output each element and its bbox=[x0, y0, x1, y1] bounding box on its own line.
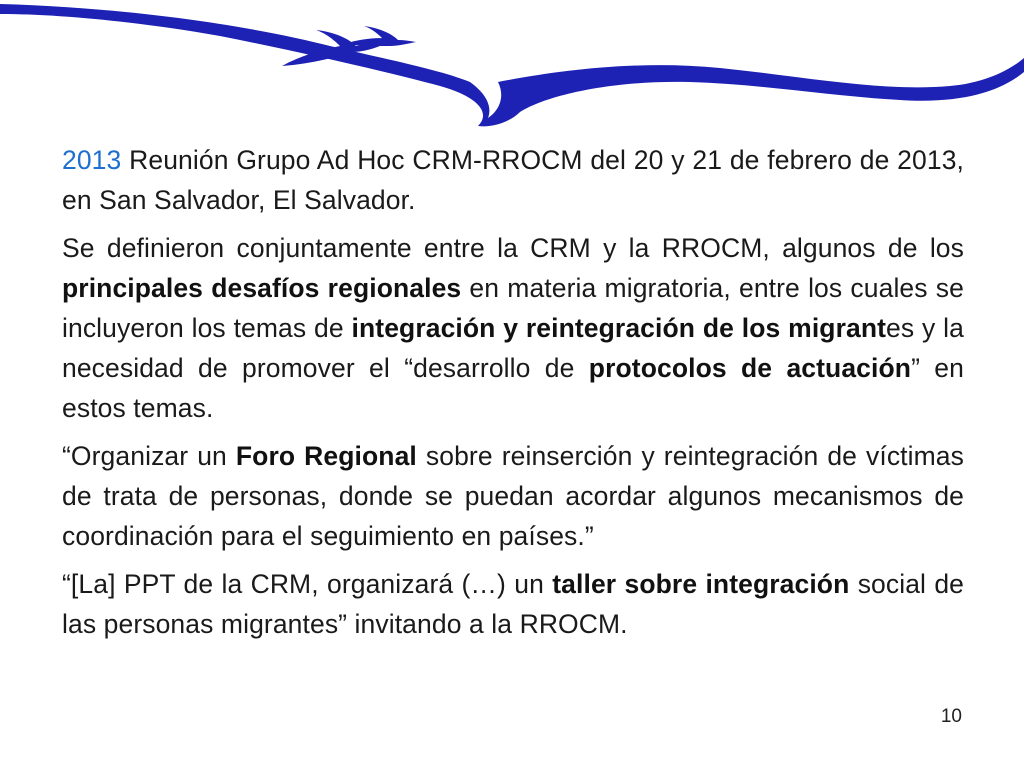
bold-segment: protocolos de actuación bbox=[588, 353, 912, 383]
bold-segment: integración y reintegración de los migrant bbox=[351, 313, 887, 343]
swoosh-shape bbox=[0, 4, 1024, 126]
bold-segment: taller sobre integración bbox=[552, 569, 850, 599]
paragraph-meeting bbox=[62, 140, 964, 220]
bold-segment: principales desafíos regionales bbox=[62, 273, 462, 303]
paragraph-workshop bbox=[62, 564, 964, 644]
bird-shape-2 bbox=[344, 26, 416, 46]
page-number: 10 bbox=[940, 706, 962, 727]
year-highlight: 2013 bbox=[62, 145, 122, 175]
paragraph-forum bbox=[62, 436, 964, 556]
text-segment: sobre reinserción y reintegración de víctimas de trata de personas, donde se puedan acordar algunos mecanismos de coordinación para el seguimiento en países.” bbox=[62, 441, 964, 551]
bold-segment: Foro Regional bbox=[235, 441, 417, 471]
meeting-text: Reunión Grupo Ad Hoc CRM-RROCM del 20 y 21 de febrero de 2013, en San Salvador, El Salvador. bbox=[62, 145, 964, 215]
slide-body bbox=[62, 140, 964, 652]
text-segment: social de las personas migrantes” invitando a la RROCM. bbox=[62, 569, 965, 639]
text-segment: “Organizar un bbox=[62, 441, 236, 471]
text-segment: es y la necesidad de promover el “desarrollo de bbox=[62, 313, 965, 383]
header-swoosh-logo bbox=[0, 0, 1024, 130]
paragraph-challenges bbox=[62, 228, 964, 428]
text-segment: Se definieron conjuntamente entre la CRM y la RROCM, algunos de los bbox=[62, 233, 964, 263]
text-segment: “[La] PPT de la CRM, organizará (…) un bbox=[62, 569, 553, 599]
text-segment: ” en estos temas. bbox=[62, 353, 964, 423]
text-segment: en materia migratoria, entre los cuales se incluyeron los temas de bbox=[62, 273, 964, 343]
